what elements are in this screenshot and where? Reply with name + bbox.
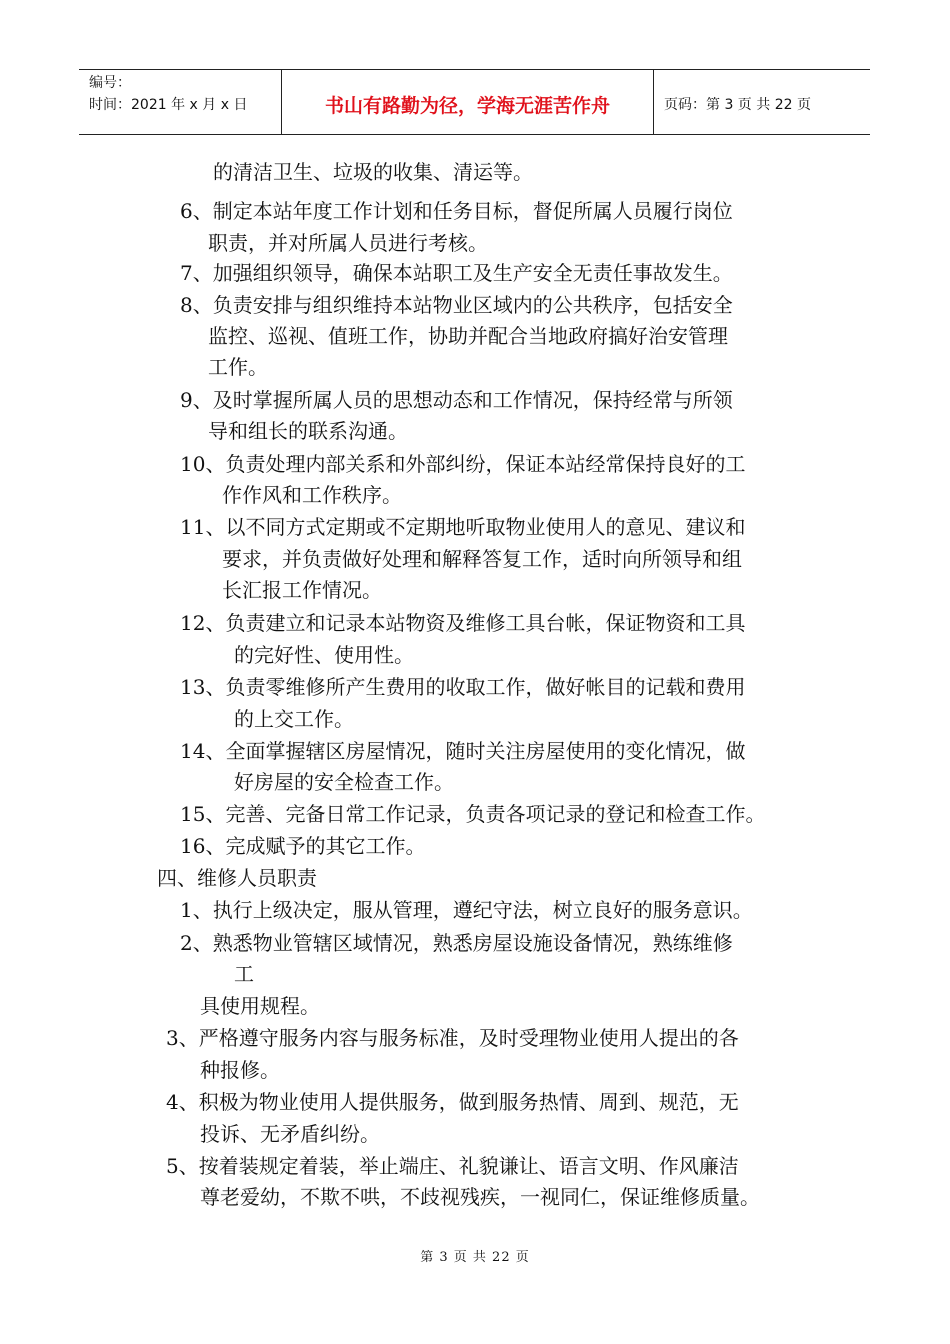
text-line: 监控、巡视、值班工作，协助并配合当地政府搞好治安管理 — [208, 324, 728, 348]
text-line: 的完好性、使用性。 — [234, 643, 414, 667]
page-header — [79, 69, 870, 135]
text-line: 7、加强组织领导，确保本站职工及生产安全无责任事故发生。 — [180, 261, 733, 285]
header-page-info: 页码：第 3 页 共 22 页 — [664, 97, 811, 113]
text-line: 14、全面掌握辖区房屋情况，随时关注房屋使用的变化情况，做 — [180, 739, 746, 763]
text-line: 11、以不同方式定期或不定期地听取物业使用人的意见、建议和 — [180, 515, 746, 539]
document-number-label: 编号： — [89, 75, 131, 91]
text-line: 要求，并负责做好处理和解释答复工作，适时向所领导和组 — [222, 547, 742, 571]
text-line: 尊老爱幼，不欺不哄，不歧视残疾，一视同仁，保证维修质量。 — [200, 1185, 760, 1209]
text-line: 的上交工作。 — [234, 707, 354, 731]
text-line: 长汇报工作情况。 — [222, 578, 382, 602]
header-motto: 书山有路勤为径，学海无涯苦作舟 — [282, 70, 654, 134]
text-line: 种报修。 — [200, 1058, 280, 1082]
text-line: 作作风和工作秩序。 — [222, 483, 402, 507]
text-line: 13、负责零维修所产生费用的收取工作，做好帐目的记载和费用 — [180, 675, 746, 699]
text-line: 导和组长的联系沟通。 — [208, 419, 408, 443]
text-line: 9、及时掌握所属人员的思想动态和工作情况，保持经常与所领 — [180, 388, 733, 412]
text-line: 2、熟悉物业管辖区域情况，熟悉房屋设施设备情况，熟练维修 — [180, 931, 733, 955]
text-line: 3、严格遵守服务内容与服务标准，及时受理物业使用人提出的各 — [166, 1026, 739, 1050]
text-line: 工作。 — [208, 355, 268, 379]
section-heading: 四、维修人员职责 — [157, 866, 317, 890]
text-line: 4、积极为物业使用人提供服务，做到服务热情、周到、规范，无 — [166, 1090, 739, 1114]
text-line: 6、制定本站年度工作计划和任务目标，督促所属人员履行岗位 — [180, 199, 733, 223]
text-line: 1、执行上级决定，服从管理，遵纪守法，树立良好的服务意识。 — [180, 898, 753, 922]
text-line: 具使用规程。 — [200, 994, 320, 1018]
text-line: 投诉、无矛盾纠纷。 — [200, 1122, 380, 1146]
text-line: 工 — [234, 962, 254, 986]
text-line: 职责，并对所属人员进行考核。 — [208, 231, 488, 255]
header-meta — [79, 70, 282, 134]
page-footer: 第 3 页 共 22 页 — [420, 1250, 530, 1265]
text-line: 15、完善、完备日常工作记录，负责各项记录的登记和检查工作。 — [180, 802, 766, 826]
text-line: 8、负责安排与组织维持本站物业区域内的公共秩序，包括安全 — [180, 293, 733, 317]
text-line: 12、负责建立和记录本站物资及维修工具台帐，保证物资和工具 — [180, 611, 746, 635]
text-line: 5、按着装规定着装，举止端庄、礼貌谦让、语言文明、作风廉洁 — [166, 1154, 739, 1178]
text-line: 16、完成赋予的其它工作。 — [180, 834, 426, 858]
text-line: 好房屋的安全检查工作。 — [234, 770, 454, 794]
document-time-label: 时间：2021 年 x 月 x 日 — [89, 97, 248, 113]
text-line: 的清洁卫生、垃圾的收集、清运等。 — [213, 160, 533, 184]
text-line: 10、负责处理内部关系和外部纠纷，保证本站经常保持良好的工 — [180, 452, 746, 476]
